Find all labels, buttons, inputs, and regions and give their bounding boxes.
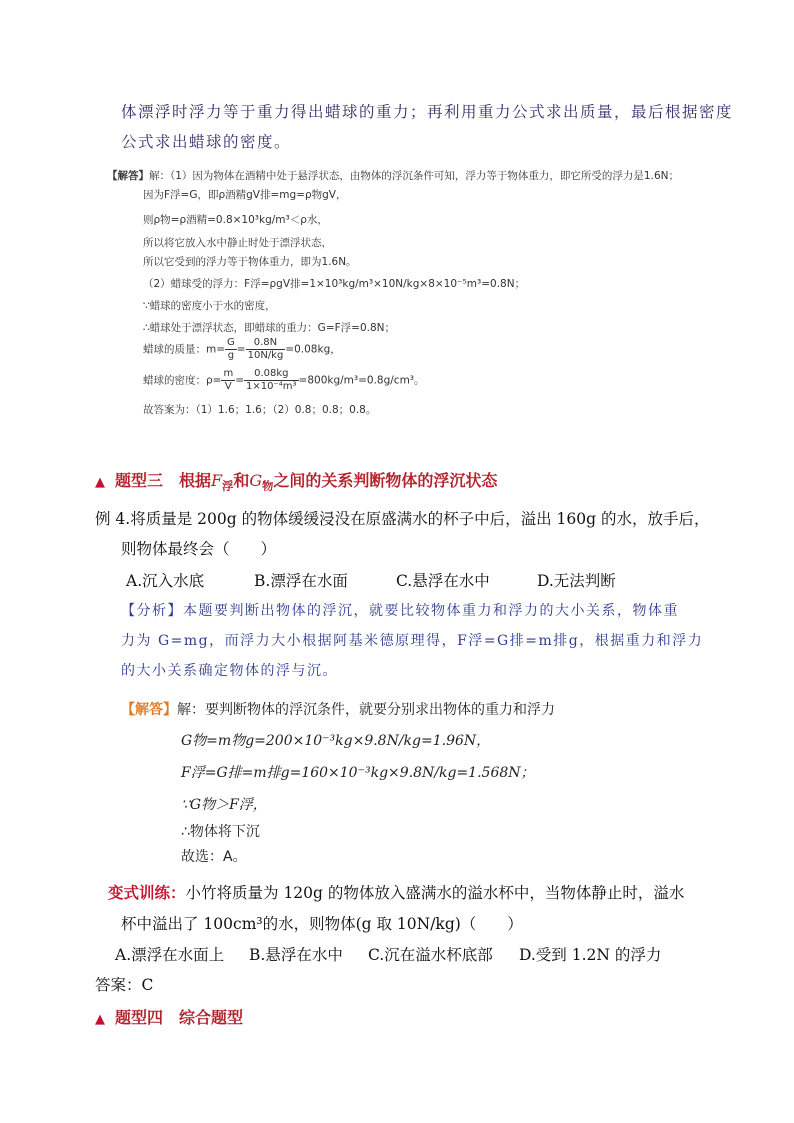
fraction-m-over-v [221, 368, 235, 393]
heading-3-mid: 和 [233, 471, 250, 490]
equals: = [236, 343, 246, 356]
solution-1-line-3: 则ρ物=ρ酒精=0.8×10³kg/m³＜ρ水， [143, 214, 328, 226]
density-result: =800kg/m³=0.8g/cm³。 [298, 374, 425, 387]
heading-4-text: 题型四 综合题型 [115, 1008, 244, 1027]
denominator: 10N/kg [247, 350, 284, 361]
section-heading-3 [95, 468, 497, 494]
example-4-option-a: A.沉入水底 [126, 572, 205, 590]
example-4-analysis-line-3: 的大小关系确定物体的浮与沉。 [121, 663, 338, 679]
solution-1-line-8: ∴蜡球处于漂浮状态，即蜡球的重力：G=F浮=0.8N； [143, 322, 396, 334]
variant-option-d: D.受到 1.2N 的浮力 [519, 946, 662, 964]
fraction-density-values [244, 368, 299, 393]
example-4-analysis-line-1: 【分析】本题要判断出物体的浮沉，就要比较物体重力和浮力的大小关系，物体重 [121, 603, 679, 619]
variant-line-2: 杯中溢出了 100cm³的水，则物体(g 取 10N/kg)（ ） [121, 915, 523, 933]
solution-1-line-5: 所以它受到的浮力等于物体重力，即为1.6N。 [143, 256, 357, 268]
triangle-icon: ▲ [95, 1012, 105, 1027]
example-4-question-line-1: 例 4.将质量是 200g 的物体缓缓浸没在原盛满水的杯子中后，溢出 160g 的水，放手后， [95, 510, 710, 528]
example-4-analysis-line-2: 力为 G=mg，而浮力大小根据阿基米德原理得，F浮=G排=m排g，根据重力和浮力 [121, 633, 704, 649]
solution-1-line-4: 所以将它放入水中静止时处于漂浮状态， [143, 237, 332, 249]
solution-1-line-10 [143, 368, 425, 393]
solution-1-line-6: （2）蜡球受的浮力：F浮=ρgV排=1×10³kg/m³×10N/kg×8×10⁻⁵m³=0.8N； [143, 278, 526, 290]
heading-3-f-sub: 浮 [222, 479, 234, 494]
triangle-icon: ▲ [95, 475, 105, 490]
heading-3-f: F [211, 471, 223, 490]
example-4-question-line-2: 则物体最终会（ ） [121, 540, 277, 558]
heading-3-prefix: 题型三 根据 [115, 471, 212, 490]
solution-1-line-2: 因为F浮=G，即ρ酒精gV排=mg=ρ物gV， [143, 189, 347, 201]
example-4-math-5: 故选：A。 [181, 849, 247, 865]
variant-text: 小竹将质量为 120g 的物体放入盛满水的溢水杯中，当物体静止时，溢水 [185, 884, 685, 902]
example-4-math-2: F浮=G排=m排g=160×10⁻³kg×9.8N/kg=1.568N； [181, 765, 535, 781]
solution-text: 解：要判断物体的浮沉条件，就要分别求出物体的重力和浮力 [177, 702, 555, 718]
equals: = [235, 374, 245, 387]
heading-3-g-sub: 物 [262, 479, 274, 494]
numerator: G [227, 337, 235, 348]
variant-option-b: B.悬浮在水中 [249, 946, 343, 964]
mass-result: =0.08kg， [285, 343, 341, 356]
section-heading-4 [95, 1005, 243, 1028]
solution-label: 【解答】 [121, 702, 177, 718]
denominator: g [227, 350, 235, 361]
example-4-option-c: C.悬浮在水中 [396, 572, 490, 590]
denominator: V [224, 381, 232, 392]
mass-label: 蜡球的质量：m= [143, 343, 226, 356]
denominator: 1×10⁻⁴m³ [246, 381, 297, 392]
example-4-math-4: ∴物体将下沉 [181, 824, 260, 840]
analysis-line-1: 体漂浮时浮力等于重力得出蜡球的重力；再利用重力公式求出质量，最后根据密度 [121, 103, 734, 121]
example-4-math-1: G物=m物g=200×10⁻³kg×9.8N/kg=1.96N， [181, 733, 491, 749]
example-4-solution-line-1 [121, 699, 555, 719]
example-4-option-d: D.无法判断 [537, 572, 616, 590]
variant-answer: 答案：C [95, 976, 154, 994]
example-4-math-3: ∵G物＞F浮， [181, 797, 267, 813]
example-4-option-b: B.漂浮在水面 [254, 572, 348, 590]
fraction-g-over-g [225, 337, 237, 362]
solution-1-line-7: ∵蜡球的密度小于水的密度， [143, 300, 276, 312]
variant-label: 变式训练： [108, 883, 186, 902]
variant-line-1 [108, 881, 684, 903]
variant-option-c: C.沉在溢水杯底部 [368, 946, 493, 964]
solution-label: 【解答】 [107, 170, 149, 182]
heading-3-g: G [249, 471, 263, 490]
solution-1-line-11: 故答案为：（1）1.6；1.6；（2）0.8；0.8；0.8。 [143, 404, 377, 416]
numerator: 0.8N [246, 337, 286, 350]
solution-1-line-9 [143, 337, 341, 362]
heading-3-suffix: 之间的关系判断物体的浮沉状态 [273, 471, 498, 490]
solution-text: 解：（1）因为物体在酒精中处于悬浮状态，由物体的浮沉条件可知，浮力等于物体重力，即它所受的浮力是1.6N； [149, 170, 679, 182]
analysis-line-2: 公式求出蜡球的密度。 [121, 133, 292, 151]
numerator: 0.08kg [244, 368, 299, 381]
variant-option-a: A.漂浮在水面上 [115, 946, 225, 964]
density-label: 蜡球的密度：ρ= [143, 374, 222, 387]
fraction-mass-values [246, 337, 286, 362]
solution-1-line-1 [107, 168, 679, 183]
numerator: m [223, 368, 234, 379]
